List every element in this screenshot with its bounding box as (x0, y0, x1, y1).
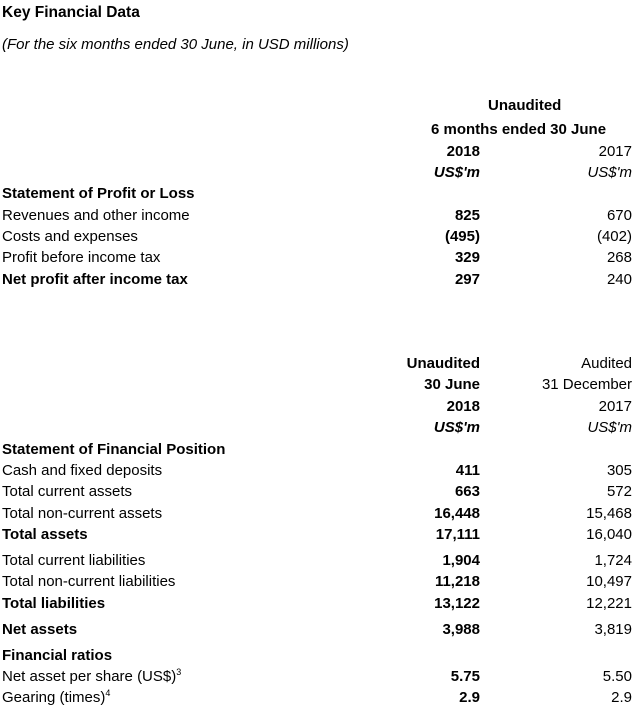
pl-header-group: Unaudited (488, 97, 562, 114)
pl-header-col2-year: 2017 (598, 143, 632, 160)
ratio-row-value-2017: 2.9 (611, 689, 632, 706)
pl-row-value-2017: (402) (596, 228, 632, 245)
page-subtitle: (For the six months ended 30 June, in USD millions) (2, 36, 349, 53)
fp-row-value-2017: 10,497 (586, 573, 632, 590)
fp-row-value-2018: 1,904 (442, 552, 480, 569)
pl-row-value-2018: 825 (454, 207, 480, 224)
fp-section-title: Statement of Financial Position (2, 441, 226, 458)
fp-row-value-2017: 12,221 (586, 595, 632, 612)
ratios-section-title: Financial ratios (2, 647, 113, 664)
fp-row-value-2018: 411 (455, 462, 480, 479)
ratio-row-label (2, 689, 110, 707)
fp-row-value-2017: 16,040 (586, 526, 632, 543)
fp-row-label: Total liabilities (2, 595, 106, 612)
pl-row-label: Costs and expenses (2, 228, 138, 245)
fp-header-col1-year: 2018 (446, 398, 480, 415)
ratio-row-value-2018: 2.9 (459, 689, 480, 706)
ratio-row-label (2, 668, 181, 686)
fp-row-value-2018: 13,122 (434, 595, 480, 612)
pl-row-value-2018: (495) (444, 228, 480, 245)
pl-section-title: Statement of Profit or Loss (2, 185, 195, 202)
ratio-row-value-2017: 5.50 (602, 668, 632, 685)
fp-row-value-2018: 11,218 (434, 573, 480, 590)
fp-row-value-2017: 15,468 (586, 505, 632, 522)
pl-row-value-2017: 240 (606, 271, 632, 288)
pl-header-col2-unit: US$'m (587, 164, 632, 181)
fp-header-col2-status: Audited (581, 355, 632, 372)
ratio-row-value-2018: 5.75 (450, 668, 480, 685)
fp-row-value-2017: 1,724 (594, 552, 632, 569)
fp-row-value-2017: 305 (606, 462, 632, 479)
pl-row-value-2017: 670 (606, 207, 632, 224)
fp-row-value-2018: 3,988 (442, 621, 480, 638)
fp-row-value-2018: 663 (454, 483, 480, 500)
fp-row-label: Cash and fixed deposits (2, 462, 163, 479)
fp-row-label: Total non-current liabilities (2, 573, 176, 590)
fp-row-value-2017: 3,819 (594, 621, 632, 638)
pl-header-col1-year: 2018 (446, 143, 480, 160)
page-title: Key Financial Data (2, 4, 140, 21)
fp-row-label: Total current assets (2, 483, 133, 500)
fp-row-value-2017: 572 (606, 483, 632, 500)
fp-row-value-2018: 17,111 (435, 526, 480, 543)
pl-row-label: Revenues and other income (2, 207, 190, 224)
fp-header-col2-date: 31 December (541, 376, 632, 393)
fp-row-label: Total non-current assets (2, 505, 163, 522)
ratio-label-text: Net asset per share (US$) (2, 668, 177, 685)
pl-row-value-2018: 297 (454, 271, 480, 288)
fp-header-col1-status: Unaudited (406, 355, 480, 372)
pl-header-period: 6 months ended 30 June (431, 121, 607, 138)
fp-header-col2-unit: US$'m (587, 419, 632, 436)
pl-row-label: Profit before income tax (2, 249, 161, 266)
footnote-marker: 4 (105, 688, 111, 698)
fp-row-value-2018: 16,448 (434, 505, 480, 522)
fp-header-col1-unit: US$'m (433, 419, 480, 436)
fp-row-label: Total current liabilities (2, 552, 146, 569)
ratio-label-text: Gearing (times) (2, 689, 106, 706)
pl-row-label: Net profit after income tax (2, 271, 188, 288)
pl-header-col1-unit: US$'m (433, 164, 480, 181)
footnote-marker: 3 (176, 667, 182, 677)
fp-header-col1-date: 30 June (424, 376, 480, 393)
fp-row-label: Net assets (2, 621, 78, 638)
fp-header-col2-year: 2017 (598, 398, 632, 415)
pl-row-value-2017: 268 (606, 249, 632, 266)
fp-row-label: Total assets (2, 526, 88, 543)
pl-row-value-2018: 329 (454, 249, 480, 266)
